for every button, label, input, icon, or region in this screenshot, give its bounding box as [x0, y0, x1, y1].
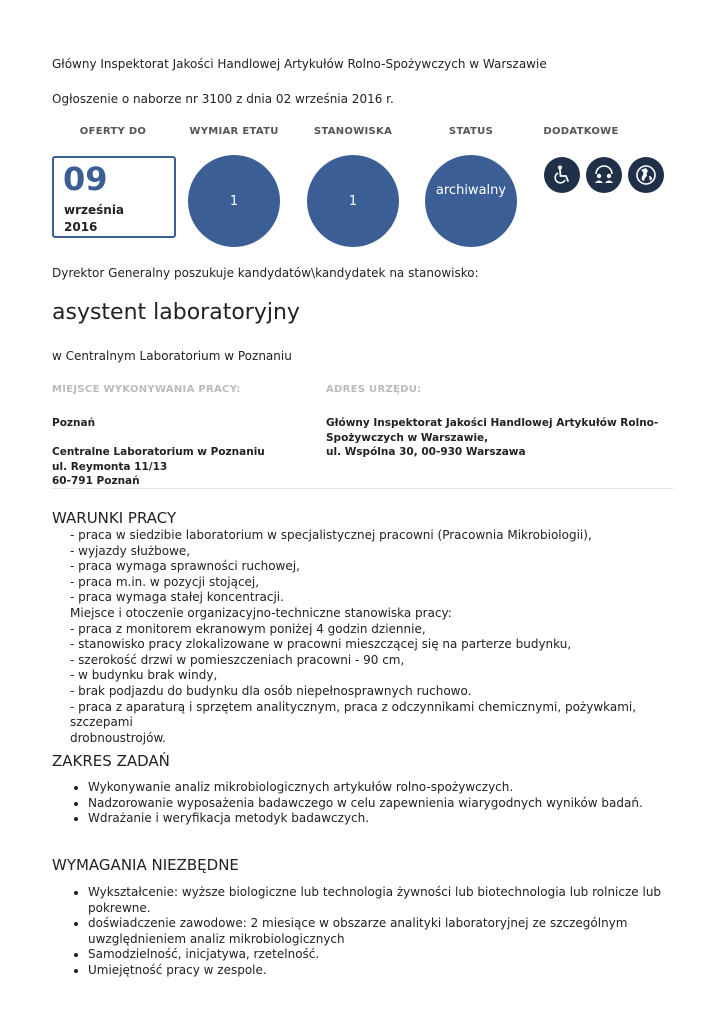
list-item: • Wykonywanie analiz mikrobiologicznych artykułów rolno-spożywczych.	[88, 780, 670, 796]
extra-label: DODATKOWE	[543, 126, 619, 137]
offers-label: OFERTY DO	[79, 126, 147, 137]
list-item: • Umiejętność pracy w zespole.	[88, 963, 670, 979]
job-place: w Centralnym Laboratorium w Poznaniu	[52, 349, 292, 363]
list-item: Miejsce i otoczenie organizacyjno-techniczne stanowiska pracy:	[70, 605, 452, 620]
work-place-label: MIEJSCE WYKONYWANIA PRACY:	[52, 384, 241, 395]
list-item: - szerokość drzwi w pomieszczeniach pracowni - 90 cm,	[70, 652, 405, 667]
list-item: - praca z monitorem ekranowym poniżej 4 godzin dziennie,	[70, 621, 426, 636]
organization-name: Główny Inspektorat Jakości Handlowej Artykułów Rolno-Spożywczych w Warszawie	[52, 57, 547, 71]
divider	[52, 488, 673, 489]
work-city: Poznań	[52, 417, 96, 429]
fte-circle	[188, 155, 280, 247]
office-address-line: Główny Inspektorat Jakości Handlowej Artykułów Rolno-	[326, 417, 659, 429]
office-address-line: ul. Wspólna 30, 00-930 Warszawa	[326, 446, 526, 458]
deadline-year: 2016	[64, 220, 98, 234]
deadline-month: września	[64, 203, 125, 217]
list-item: • Wykształcenie: wyższe biologiczne lub technologia żywności lub biotechnologia lub rolnicze lub pokrewne.	[88, 885, 670, 916]
list-item: • doświadczenie zawodowe: 2 miesiące w obszarze analityki laboratoryjnej ze szczególnym uwzględnieniem analiz mikrobiologicznych	[88, 916, 670, 947]
list-item: - w budynku brak windy,	[70, 668, 218, 683]
tasks-title: ZAKRES ZADAŃ	[52, 752, 170, 770]
list-item: - praca wymaga sprawności ruchowej,	[70, 559, 300, 574]
status-label: STATUS	[448, 126, 494, 137]
intro-text: Dyrektor Generalny poszukuje kandydatów\kandydatek na stanowisko:	[52, 266, 479, 280]
globe-icon	[628, 157, 664, 193]
work-address-line: Centralne Laboratorium w Poznaniu	[52, 446, 265, 458]
list-item: • Samodzielność, inicjatywa, rzetelność.	[88, 947, 670, 963]
positions-label: STANOWISKA	[313, 126, 393, 137]
list-item: - praca m.in. w pozycji stojącej,	[70, 574, 260, 589]
office-address-line: Spożywczych w Warszawie,	[326, 431, 489, 444]
fte-label: WYMIAR ETATU	[189, 126, 279, 137]
list-item: • Wdrażanie i weryfikacja metodyk badawczych.	[88, 811, 670, 827]
requirements-title: WYMAGANIA NIEZBĘDNE	[52, 856, 239, 874]
status-value: archiwalny	[435, 183, 507, 198]
list-item: - praca wymaga stałej koncentracji.	[70, 590, 284, 605]
deadline-month-year	[64, 202, 124, 236]
fte-value: 1	[229, 193, 239, 209]
list-item: • Nadzorowanie wyposażenia badawczego w celu zapewnienia wiarygodnych wyników badań.	[88, 796, 670, 812]
positions-value: 1	[348, 193, 358, 209]
office-address-label: ADRES URZĘDU:	[326, 384, 422, 395]
offers-deadline-box	[52, 156, 176, 238]
job-title: asystent laboratoryjny	[52, 300, 300, 325]
work-address-line: 60-791 Poznań	[52, 475, 140, 487]
list-item: - brak podjazdu do budynku dla osób niepełnosprawnych ruchowo.	[70, 683, 472, 698]
list-item: - stanowisko pracy zlokalizowane w pracowni mieszczącej się na parterze budynku,	[70, 637, 572, 652]
list-item: - praca z aparaturą i sprzętem analitycznym, praca z odczynnikami chemicznymi, pożywkami, szczepami	[70, 699, 637, 730]
work-address-line: ul. Reymonta 11/13	[52, 460, 168, 473]
list-item: - praca w siedzibie laboratorium w specjalistycznej pracowni (Pracownia Mikrobiologii),	[70, 528, 592, 542]
conditions-list	[70, 528, 670, 746]
people-icon	[586, 157, 622, 193]
work-address	[52, 445, 265, 489]
status-circle	[425, 155, 517, 247]
conditions-title: WARUNKI PRACY	[52, 509, 177, 527]
list-item: drobnoustrojów.	[70, 730, 166, 745]
positions-circle	[307, 155, 399, 247]
notice-number: Ogłoszenie o naborze nr 3100 z dnia 02 września 2016 r.	[52, 92, 394, 106]
tasks-list	[70, 780, 670, 827]
wheelchair-icon	[544, 157, 580, 193]
list-item: - wyjazdy służbowe,	[70, 543, 191, 558]
office-address	[326, 416, 658, 460]
deadline-day: 09	[63, 160, 108, 198]
requirements-list	[70, 885, 670, 979]
